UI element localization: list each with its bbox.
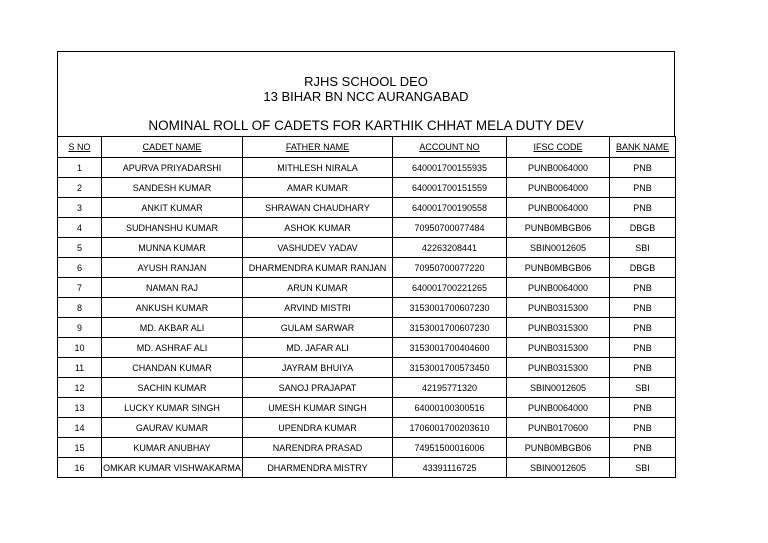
header-cadet-name: CADET NAME bbox=[102, 137, 243, 158]
account-no-cell: 42263208441 bbox=[393, 238, 507, 258]
account-no-cell: 43391116725 bbox=[393, 458, 507, 478]
ifsc-code-cell: PUNB0170600 bbox=[507, 418, 610, 438]
account-no-cell: 3153001700404600 bbox=[393, 338, 507, 358]
cadet-name-cell: MD. AKBAR ALI bbox=[102, 318, 243, 338]
ifsc-code-cell: PUNB0064000 bbox=[507, 158, 610, 178]
ifsc-code-cell: SBIN0012605 bbox=[507, 458, 610, 478]
father-name-cell: GULAM SARWAR bbox=[243, 318, 393, 338]
bank-name-cell: SBI bbox=[610, 238, 676, 258]
father-name-cell: SANOJ PRAJAPAT bbox=[243, 378, 393, 398]
table-row bbox=[58, 258, 676, 278]
account-no-cell: 3153001700607230 bbox=[393, 298, 507, 318]
sno-cell: 7 bbox=[58, 278, 102, 298]
ifsc-code-cell: PUNB0315300 bbox=[507, 318, 610, 338]
father-name-cell: NARENDRA PRASAD bbox=[243, 438, 393, 458]
ifsc-code-cell: PUNB0MBGB06 bbox=[507, 438, 610, 458]
account-no-cell: 3153001700607230 bbox=[393, 318, 507, 338]
account-no-cell: 640001700151559 bbox=[393, 178, 507, 198]
sno-cell: 11 bbox=[58, 358, 102, 378]
sno-cell: 10 bbox=[58, 338, 102, 358]
bank-name-cell: PNB bbox=[610, 338, 676, 358]
table-row bbox=[58, 458, 676, 478]
account-no-cell: 640001700155935 bbox=[393, 158, 507, 178]
father-name-cell: ARUN KUMAR bbox=[243, 278, 393, 298]
nominal-roll-sheet bbox=[57, 51, 675, 478]
table-row bbox=[58, 198, 676, 218]
ifsc-code-cell: PUNB0064000 bbox=[507, 278, 610, 298]
sno-cell: 12 bbox=[58, 378, 102, 398]
cadet-name-cell: SANDESH KUMAR bbox=[102, 178, 243, 198]
cadet-name-cell: SUDHANSHU KUMAR bbox=[102, 218, 243, 238]
sno-cell: 1 bbox=[58, 158, 102, 178]
ifsc-code-cell: PUNB0064000 bbox=[507, 178, 610, 198]
account-no-cell: 3153001700573450 bbox=[393, 358, 507, 378]
cadet-name-cell: ANKUSH KUMAR bbox=[102, 298, 243, 318]
ifsc-code-cell: SBIN0012605 bbox=[507, 378, 610, 398]
table-row bbox=[58, 178, 676, 198]
table-row bbox=[58, 378, 676, 398]
bank-name-cell: PNB bbox=[610, 398, 676, 418]
sno-cell: 9 bbox=[58, 318, 102, 338]
bank-name-cell: PNB bbox=[610, 158, 676, 178]
father-name-cell: SHRAWAN CHAUDHARY bbox=[243, 198, 393, 218]
account-no-cell: 640001700190558 bbox=[393, 198, 507, 218]
account-no-cell: 64000100300516 bbox=[393, 398, 507, 418]
ifsc-code-cell: PUNB0315300 bbox=[507, 338, 610, 358]
bank-name-cell: PNB bbox=[610, 298, 676, 318]
father-name-cell: ARVIND MISTRI bbox=[243, 298, 393, 318]
table-row bbox=[58, 438, 676, 458]
ifsc-code-cell: PUNB0315300 bbox=[507, 298, 610, 318]
battalion-title: 13 BIHAR BN NCC AURANGABAD bbox=[263, 89, 469, 104]
cadet-name-cell: NAMAN RAJ bbox=[102, 278, 243, 298]
cadet-name-cell: GAURAV KUMAR bbox=[102, 418, 243, 438]
bank-name-cell: PNB bbox=[610, 278, 676, 298]
header-bank-name: BANK NAME bbox=[610, 137, 676, 158]
header-father-name: FATHER NAME bbox=[243, 137, 393, 158]
sno-cell: 13 bbox=[58, 398, 102, 418]
sno-cell: 16 bbox=[58, 458, 102, 478]
roll-title: NOMINAL ROLL OF CADETS FOR KARTHIK CHHAT MELA DUTY DEV bbox=[148, 118, 584, 133]
bank-name-cell: SBI bbox=[610, 458, 676, 478]
header-ifsc-code: IFSC CODE bbox=[507, 137, 610, 158]
table-row bbox=[58, 218, 676, 238]
cadet-name-cell: SACHIN KUMAR bbox=[102, 378, 243, 398]
table-row bbox=[58, 418, 676, 438]
school-title: RJHS SCHOOL DEO bbox=[304, 74, 428, 89]
header-sno: S NO bbox=[58, 137, 102, 158]
cadet-name-cell: ANKIT KUMAR bbox=[102, 198, 243, 218]
ifsc-code-cell: PUNB0MBGB06 bbox=[507, 258, 610, 278]
cadet-name-cell: AYUSH RANJAN bbox=[102, 258, 243, 278]
father-name-cell: DHARMENDRA KUMAR RANJAN bbox=[243, 258, 393, 278]
table-row bbox=[58, 158, 676, 178]
father-name-cell: UPENDRA KUMAR bbox=[243, 418, 393, 438]
document-header bbox=[57, 51, 675, 136]
bank-name-cell: PNB bbox=[610, 318, 676, 338]
table-row bbox=[58, 358, 676, 378]
sno-cell: 14 bbox=[58, 418, 102, 438]
ifsc-code-cell: PUNB0064000 bbox=[507, 198, 610, 218]
cadet-name-cell: KUMAR ANUBHAY bbox=[102, 438, 243, 458]
father-name-cell: AMAR KUMAR bbox=[243, 178, 393, 198]
bank-name-cell: PNB bbox=[610, 178, 676, 198]
cadet-name-cell: CHANDAN KUMAR bbox=[102, 358, 243, 378]
table-row bbox=[58, 298, 676, 318]
cadet-name-cell: APURVA PRIYADARSHI bbox=[102, 158, 243, 178]
account-no-cell: 70950700077220 bbox=[393, 258, 507, 278]
ifsc-code-cell: SBIN0012605 bbox=[507, 238, 610, 258]
sno-cell: 4 bbox=[58, 218, 102, 238]
father-name-cell: VASHUDEV YADAV bbox=[243, 238, 393, 258]
sno-cell: 2 bbox=[58, 178, 102, 198]
sno-cell: 3 bbox=[58, 198, 102, 218]
account-no-cell: 1706001700203610 bbox=[393, 418, 507, 438]
cadet-name-cell: MD. ASHRAF ALI bbox=[102, 338, 243, 358]
sno-cell: 8 bbox=[58, 298, 102, 318]
table-row bbox=[58, 398, 676, 418]
ifsc-code-cell: PUNB0064000 bbox=[507, 398, 610, 418]
table-row bbox=[58, 338, 676, 358]
bank-name-cell: DBGB bbox=[610, 218, 676, 238]
cadet-name-cell: LUCKY KUMAR SINGH bbox=[102, 398, 243, 418]
father-name-cell: JAYRAM BHUIYA bbox=[243, 358, 393, 378]
father-name-cell: MD. JAFAR ALI bbox=[243, 338, 393, 358]
father-name-cell: UMESH KUMAR SINGH bbox=[243, 398, 393, 418]
table-row bbox=[58, 278, 676, 298]
table-header-row bbox=[58, 137, 676, 158]
cadet-name-cell: OMKAR KUMAR VISHWAKARMA bbox=[102, 458, 243, 478]
account-no-cell: 74951500016006 bbox=[393, 438, 507, 458]
father-name-cell: ASHOK KUMAR bbox=[243, 218, 393, 238]
bank-name-cell: PNB bbox=[610, 418, 676, 438]
account-no-cell: 42195771320 bbox=[393, 378, 507, 398]
sno-cell: 6 bbox=[58, 258, 102, 278]
cadet-name-cell: MUNNA KUMAR bbox=[102, 238, 243, 258]
sno-cell: 15 bbox=[58, 438, 102, 458]
table-row bbox=[58, 238, 676, 258]
account-no-cell: 70950700077484 bbox=[393, 218, 507, 238]
bank-name-cell: PNB bbox=[610, 198, 676, 218]
table-row bbox=[58, 318, 676, 338]
ifsc-code-cell: PUNB0315300 bbox=[507, 358, 610, 378]
cadet-table bbox=[57, 136, 676, 478]
father-name-cell: MITHLESH NIRALA bbox=[243, 158, 393, 178]
bank-name-cell: PNB bbox=[610, 438, 676, 458]
header-account-no: ACCOUNT NO bbox=[393, 137, 507, 158]
bank-name-cell: PNB bbox=[610, 358, 676, 378]
father-name-cell: DHARMENDRA MISTRY bbox=[243, 458, 393, 478]
ifsc-code-cell: PUNB0MBGB06 bbox=[507, 218, 610, 238]
bank-name-cell: SBI bbox=[610, 378, 676, 398]
sno-cell: 5 bbox=[58, 238, 102, 258]
account-no-cell: 640001700221265 bbox=[393, 278, 507, 298]
bank-name-cell: DBGB bbox=[610, 258, 676, 278]
